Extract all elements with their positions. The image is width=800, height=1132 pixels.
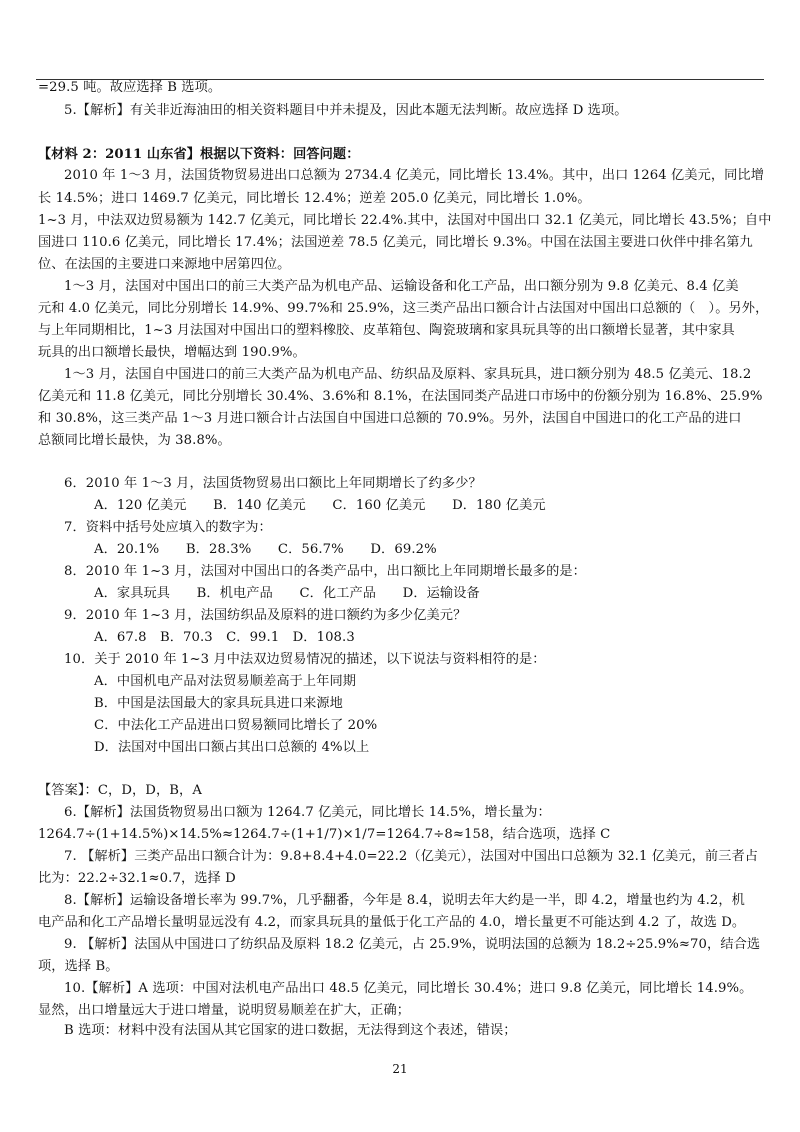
text-line: 1～3 月，法国自中国进口的前三大类产品为机电产品、纺织品及原料、家具玩具，进口额分别为 48.5 亿美元、18.2 [64, 367, 752, 382]
text-line: 位、在法国的主要进口来源地中居第四位。 [38, 257, 291, 272]
page-number: 21 [392, 1062, 408, 1076]
options-line: C．中法化工产品进出口贸易额同比增长了 20% [94, 718, 378, 733]
text-line: 2010 年 1～3 月，法国货物贸易进出口总额为 2734.4 亿美元，同比增长 13.4%。其中，出口 1264 亿美元，同比增 [64, 168, 765, 183]
question-line: 6．2010 年 1～3 月，法国货物贸易出口额比上年同期增长了约多少？ [64, 476, 482, 491]
question-line: 10．关于 2010 年 1~3 月中法双边贸易情况的描述，以下说法与资料相符的是： [64, 652, 546, 667]
options-line: A．20.1% B．28.3% C．56.7% D．69.2% [94, 542, 437, 557]
explanation-line: 10.【解析】A 选项：中国对法机电产品出口 48.5 亿美元，同比增长 30.4%；进口 9.8 亿美元，同比增长 14.9%。 [64, 981, 753, 996]
question-line: 8．2010 年 1~3 月，法国对中国出口的各类产品中，出口额比上年同期增长最多的是： [64, 564, 586, 579]
options-line: B．中国是法国最大的家具玩具进口来源地 [94, 696, 343, 711]
text-line: 与上年同期相比，1~3 月法国对中国出口的塑料橡胶、皮革箱包、陶瓷玻璃和家具玩具等的出口额增长显著，其中家具 [38, 323, 735, 338]
explanation-line: 8.【解析】运输设备增长率为 99.7%，几乎翻番，今年是 8.4，说明去年大约是一半，即 4.2，增量也约为 4.2，机 [64, 893, 745, 908]
section-heading: 【材料 2：2011 山东省】根据以下资料：回答问题： [38, 147, 360, 162]
explanation-line: 1264.7÷(1+14.5%)×14.5%≈1264.7÷(1+1/7)×1/7=1264.7÷8≈158，结合选项，选择 C [38, 827, 611, 842]
text-line: 1～3 月，法国对中国出口的前三大类产品为机电产品、运输设备和化工产品，出口额分别为 9.8 亿美元、8.4 亿美 [64, 279, 739, 294]
text-line: 1~3 月，中法双边贸易额为 142.7 亿美元，同比增长 22.4%.其中，法国对中国出口 32.1 亿美元，同比增长 43.5%；自中 [38, 213, 772, 228]
explanation-line: 项，选择 B。 [38, 959, 119, 974]
text-line: 总额同比增长最快，为 38.8%。 [38, 433, 231, 448]
question-line: 9．2010 年 1~3 月，法国纺织品及原料的进口额约为多少亿美元？ [64, 608, 467, 623]
options-line: A．中国机电产品对法贸易顺差高于上年同期 [94, 674, 357, 689]
text-line: 玩具的出口额增长最快，增幅达到 190.9%。 [38, 345, 306, 360]
explanation-line: 比为：22.2÷32.1≈0.7，选择 D [38, 871, 236, 886]
text-line: 5.【解析】有关非近海油田的相关资料题目中并未提及，因此本题无法判断。故应选择 D 选项。 [64, 103, 628, 118]
explanation-line: 6.【解析】法国货物贸易出口额为 1264.7 亿美元，同比增长 14.5%，增长量为： [64, 805, 551, 820]
explanation-line: 电产品和化工产品增长量明显远没有 4.2，而家具玩具的量低于化工产品的 4.0，增长量更不可能达到 4.2 了，故选 D。 [38, 915, 746, 930]
text-line: 国进口 110.6 亿美元，同比增长 17.4%；法国逆差 78.5 亿美元，同比增长 9.3%。中国在法国主要进口伙伴中排名第九 [38, 235, 753, 250]
text-line: 亿美元和 11.8 亿美元，同比分别增长 30.4%、3.6%和 8.1%，在法国同类产品进口市场中的份额分别为 16.8%、25.9% [38, 389, 763, 404]
text-line: 元和 4.0 亿美元，同比分别增长 14.9%、99.7%和 25.9%，这三类产品出口额合计占法国对中国出口总额的（ ）。另外， [38, 301, 769, 316]
options-line: A．家具玩具 B．机电产品 C．化工产品 D．运输设备 [94, 586, 480, 601]
options-line: A．67.8 B．70.3 C．99.1 D．108.3 [94, 630, 355, 645]
explanation-line: B 选项：材料中没有法国从其它国家的进口数据，无法得到这个表述，错误； [64, 1023, 517, 1038]
explanation-line: 显然，出口增量远大于进口增量，说明贸易顺差在扩大，正确； [38, 1003, 411, 1018]
text-line: 长 14.5%；进口 1469.7 亿美元，同比增长 12.4%；逆差 205.0 亿美元，同比增长 1.0%。 [38, 191, 591, 206]
explanation-line: 7. 【解析】三类产品出口额合计为：9.8+8.4+4.0=22.2（亿美元），法国对中国出口总额为 32.1 亿美元，前三者占 [64, 849, 759, 864]
options-line: D．法国对中国出口额占其出口总额的 4%以上 [94, 740, 370, 755]
text-line: =29.5 吨。故应选择 B 选项。 [38, 80, 222, 95]
options-line: A．120 亿美元 B．140 亿美元 C．160 亿美元 D．180 亿美元 [94, 498, 546, 513]
text-line: 和 30.8%，这三类产品 1～3 月进口额合计占法国自中国进口总额的 70.9%。另外，法国自中国进口的化工产品的进口 [38, 411, 742, 426]
question-line: 7．资料中括号处应填入的数字为： [64, 520, 272, 535]
answer-line: 【答案】：C，D，D，B，A [38, 783, 202, 798]
explanation-line: 9. 【解析】法国从中国进口了纺织品及原料 18.2 亿美元，占 25.9%，说明法国的总额为 18.2÷25.9%≈70，结合选 [64, 937, 761, 952]
